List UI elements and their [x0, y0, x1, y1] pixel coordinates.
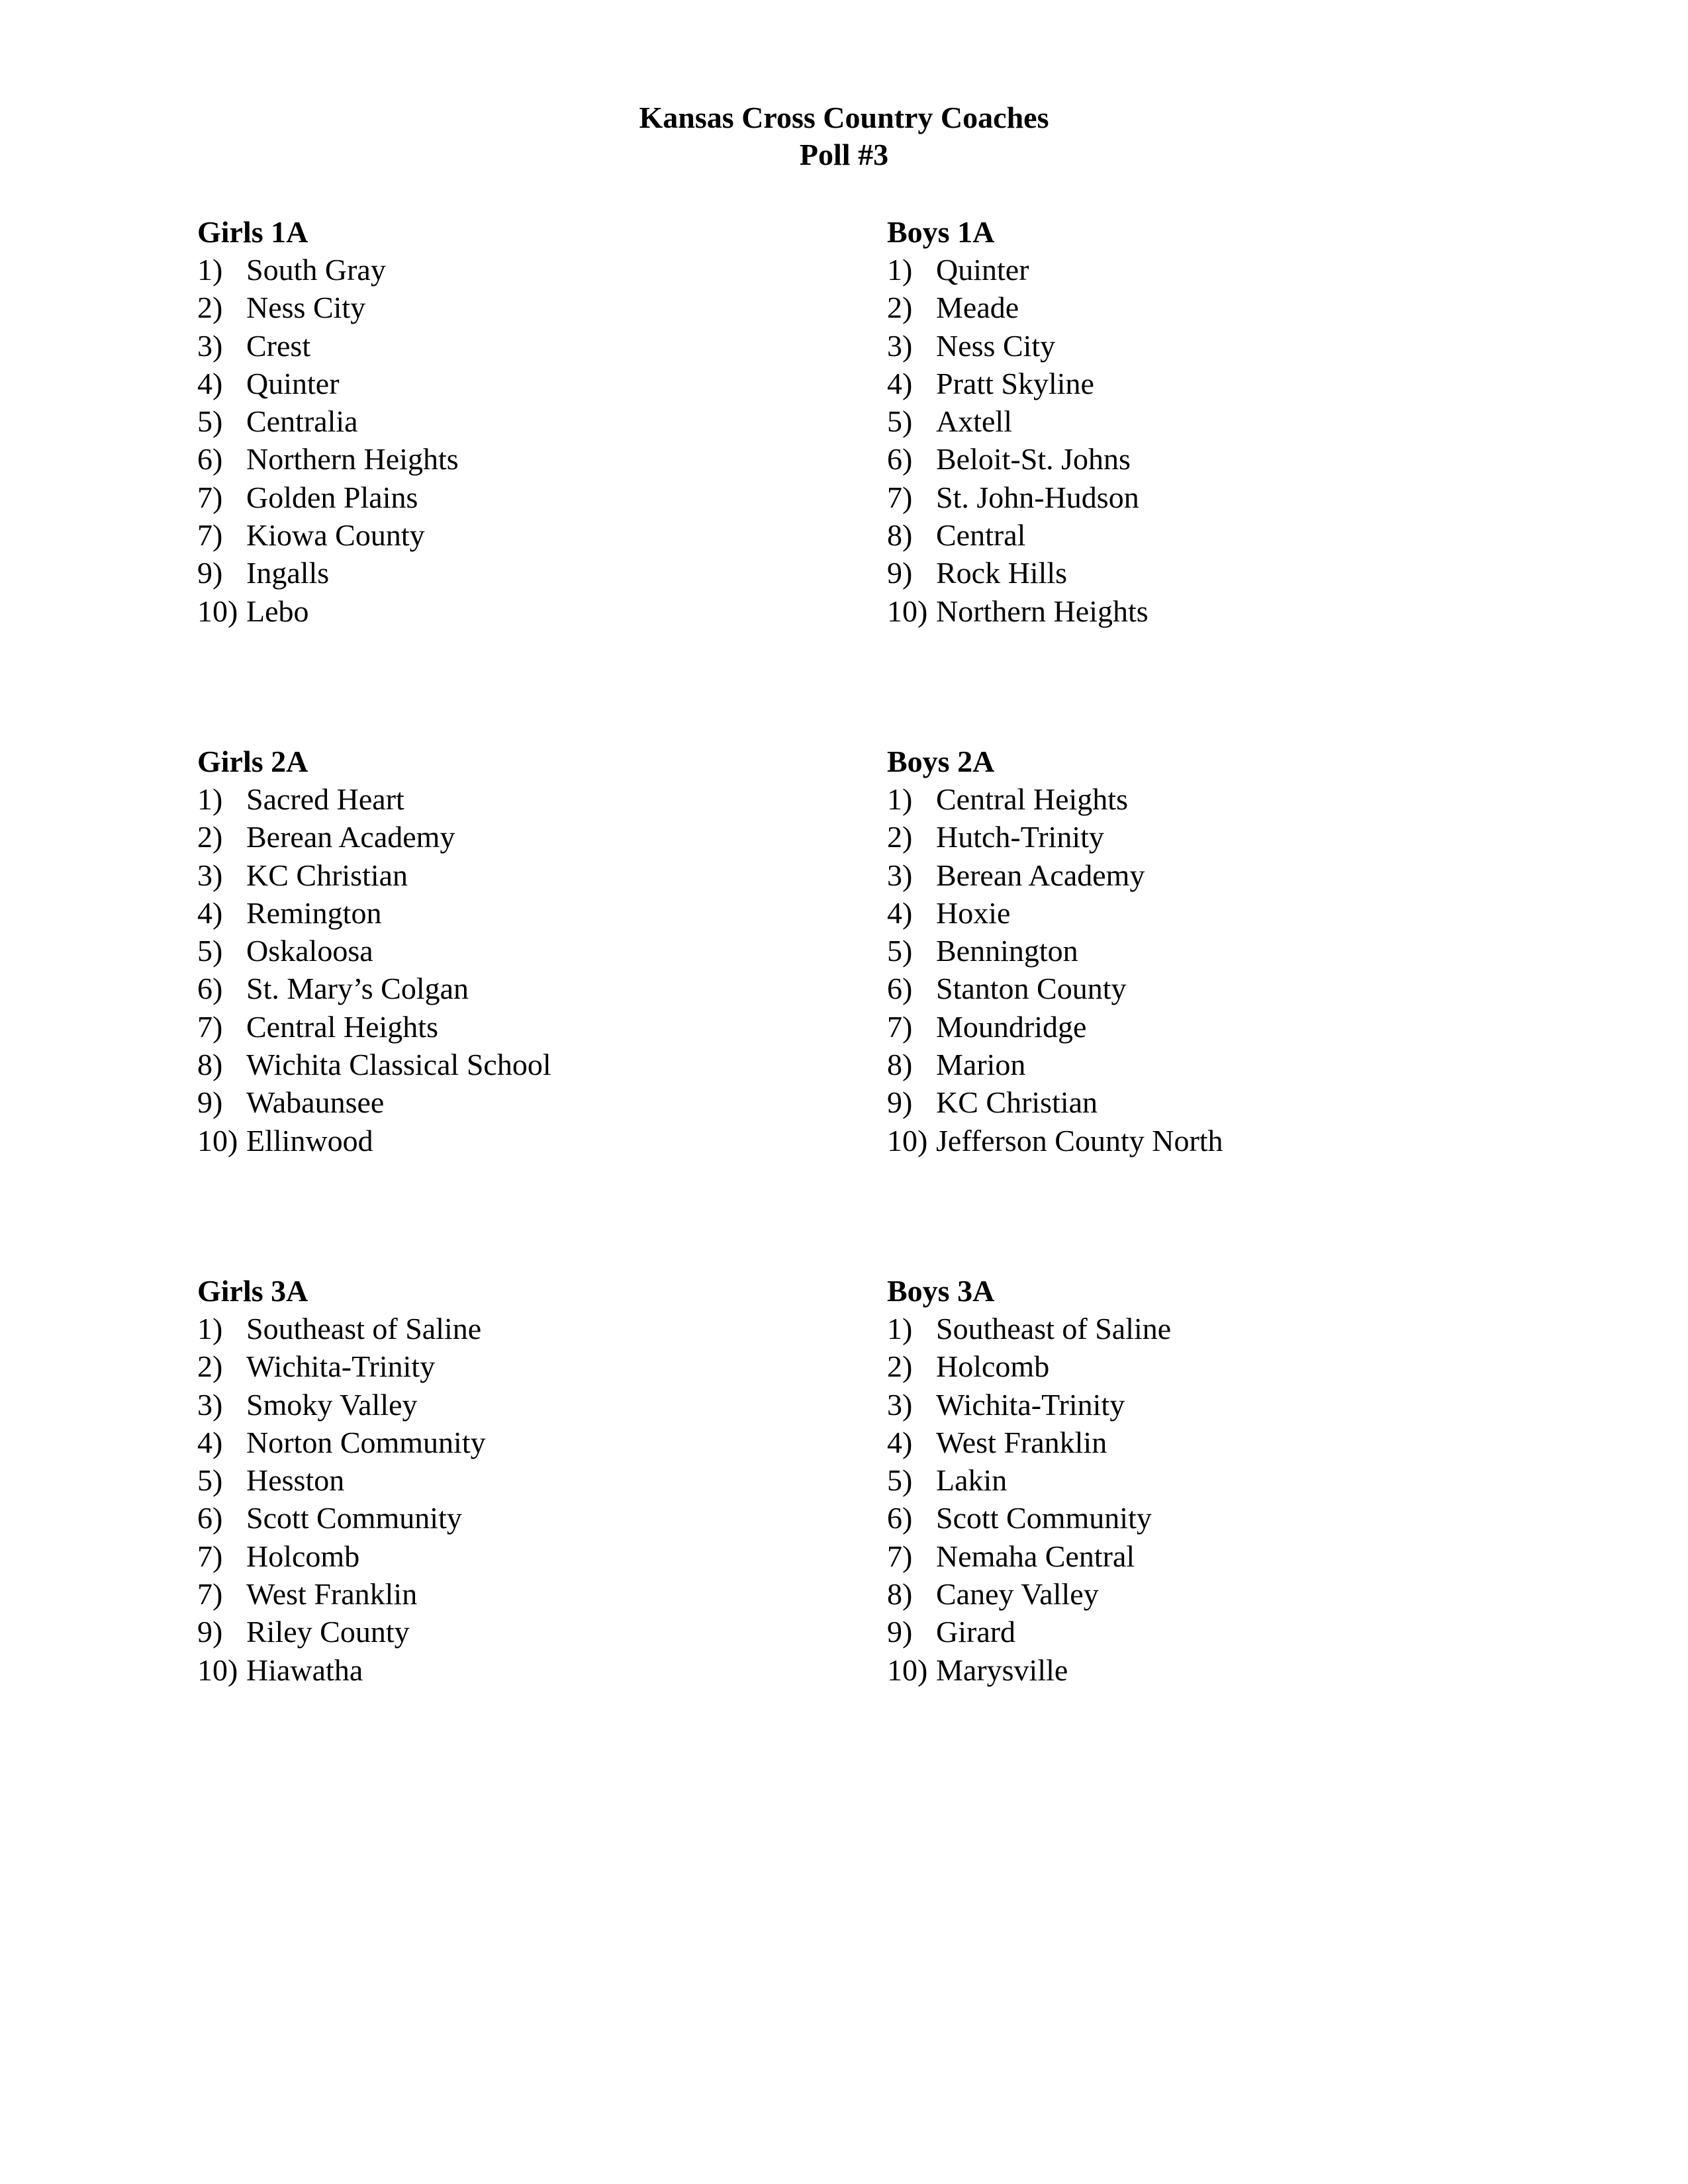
ranking-section [887, 213, 1483, 630]
team-name: Girard [936, 1615, 1016, 1649]
ranking-row [887, 1651, 1483, 1689]
ranking-row [887, 818, 1483, 856]
rank-number: 9) [197, 1085, 223, 1120]
ranking-row [197, 1083, 793, 1121]
ranking-row [197, 251, 793, 289]
ranking-row [197, 970, 793, 1007]
ranking-section [197, 213, 793, 630]
ranking-row [197, 1046, 793, 1083]
team-name: Wabaunsee [246, 1085, 385, 1120]
section-heading: Girls 1A [197, 215, 308, 249]
team-name: Hoxie [936, 895, 1011, 930]
rank-number: 10) [887, 1653, 928, 1687]
ranking-row [197, 440, 793, 478]
ranking-row [887, 289, 1483, 326]
team-name: Lebo [246, 594, 309, 628]
rank-number: 9) [887, 556, 913, 590]
ranking-row [197, 856, 793, 894]
team-name: Moundridge [936, 1009, 1087, 1044]
team-name: Caney Valley [936, 1577, 1099, 1612]
section-heading: Boys 3A [887, 1274, 995, 1308]
team-name: Quinter [936, 253, 1029, 287]
rank-number: 8) [887, 1048, 913, 1082]
team-name: Hutch-Trinity [936, 820, 1104, 854]
ranking-row [887, 1083, 1483, 1121]
team-name: Southeast of Saline [246, 1312, 482, 1345]
team-name: Remington [246, 895, 382, 930]
ranking-row [197, 1122, 793, 1160]
rank-number: 1) [887, 782, 913, 816]
team-name: Northern Heights [936, 594, 1149, 628]
ranking-row [197, 1008, 793, 1046]
rank-number: 8) [887, 1577, 913, 1612]
team-name: Pratt Skyline [936, 366, 1094, 400]
ranking-row [887, 970, 1483, 1007]
team-name: Jefferson County North [936, 1123, 1223, 1158]
ranking-row [197, 365, 793, 402]
rank-number: 2) [197, 291, 223, 325]
section-heading: Boys 1A [887, 215, 995, 249]
rank-number: 5) [197, 404, 223, 439]
rank-number: 3) [197, 858, 223, 892]
rank-number: 4) [887, 895, 913, 930]
rank-number: 1) [197, 782, 223, 816]
team-name: Berean Academy [936, 858, 1145, 892]
team-name: Rock Hills [936, 556, 1068, 590]
rank-number: 10) [197, 594, 238, 628]
team-name: Sacred Heart [246, 782, 404, 816]
rank-number: 10) [197, 1653, 238, 1687]
team-name: KC Christian [246, 858, 408, 892]
rank-number: 5) [887, 404, 913, 439]
rank-number: 9) [887, 1085, 913, 1120]
rank-number: 6) [197, 972, 223, 1006]
ranking-row [887, 251, 1483, 289]
ranking-section [197, 743, 793, 1160]
ranking-row [197, 1651, 793, 1689]
rank-number: 7) [197, 1577, 223, 1612]
rank-number: 7) [197, 518, 223, 553]
section-heading: Girls 2A [197, 745, 308, 778]
ranking-row [197, 592, 793, 630]
team-name: Kiowa County [246, 518, 425, 553]
team-name: Central Heights [246, 1009, 438, 1044]
ranking-row [887, 478, 1483, 516]
ranking-row [887, 1386, 1483, 1424]
rank-number: 9) [197, 1615, 223, 1649]
ranking-row [887, 856, 1483, 894]
ranking-section [887, 743, 1483, 1160]
ranking-row [887, 1499, 1483, 1537]
ranking-row [887, 554, 1483, 592]
ranking-row [887, 1122, 1483, 1160]
rank-number: 4) [887, 366, 913, 400]
rank-number: 2) [197, 820, 223, 854]
rank-number: 8) [887, 518, 913, 553]
team-name: West Franklin [936, 1425, 1107, 1459]
team-name: Southeast of Saline [936, 1312, 1172, 1345]
ranking-row [887, 894, 1483, 932]
rank-number: 2) [887, 820, 913, 854]
ranking-row [197, 1347, 793, 1385]
ranking-row [197, 327, 793, 365]
rank-number: 6) [197, 1501, 223, 1535]
ranking-row [887, 780, 1483, 818]
rank-number: 7) [197, 1539, 223, 1573]
ranking-row [197, 516, 793, 554]
ranking-row [197, 289, 793, 326]
rank-number: 6) [197, 442, 223, 477]
ranking-row [197, 1310, 793, 1347]
rank-number: 4) [197, 366, 223, 400]
ranking-row [197, 1575, 793, 1613]
team-name: Norton Community [246, 1425, 486, 1459]
rank-number: 2) [887, 1349, 913, 1384]
ranking-row [197, 1424, 793, 1461]
ranking-section [887, 1272, 1483, 1689]
team-name: Central Heights [936, 782, 1128, 816]
rank-number: 5) [197, 934, 223, 968]
team-name: Ness City [936, 328, 1056, 363]
rank-number: 3) [197, 328, 223, 363]
team-name: South Gray [246, 253, 386, 287]
ranking-row [197, 1537, 793, 1575]
ranking-row [887, 1046, 1483, 1083]
team-name: Wichita-Trinity [246, 1349, 436, 1384]
rank-number: 1) [887, 1312, 913, 1345]
team-name: Riley County [246, 1615, 410, 1649]
rank-number: 5) [887, 1463, 913, 1498]
rank-number: 10) [887, 1123, 928, 1158]
team-name: Ingalls [246, 556, 330, 590]
rank-number: 10) [197, 1123, 238, 1158]
ranking-row [887, 402, 1483, 440]
team-name: St. John-Hudson [936, 480, 1139, 514]
team-name: Central [936, 518, 1026, 553]
rank-number: 9) [887, 1615, 913, 1649]
rank-number: 5) [887, 934, 913, 968]
rank-number: 4) [197, 895, 223, 930]
rank-number: 3) [887, 328, 913, 363]
rank-number: 1) [887, 253, 913, 287]
rank-number: 2) [197, 1349, 223, 1384]
team-name: Bennington [936, 934, 1078, 968]
team-name: West Franklin [246, 1577, 418, 1612]
team-name: Scott Community [246, 1501, 462, 1535]
team-name: Crest [246, 328, 311, 363]
ranking-row [887, 1613, 1483, 1651]
document-subtitle: Poll #3 [799, 138, 889, 171]
team-name: Wichita-Trinity [936, 1387, 1125, 1422]
ranking-row [887, 1461, 1483, 1499]
ranking-row [197, 818, 793, 856]
team-name: Smoky Valley [246, 1387, 418, 1422]
team-name: Berean Academy [246, 820, 455, 854]
team-name: Holcomb [936, 1349, 1050, 1384]
ranking-row [887, 1008, 1483, 1046]
ranking-row [887, 932, 1483, 970]
team-name: Hesston [246, 1463, 345, 1498]
team-name: Meade [936, 291, 1019, 325]
rank-number: 4) [197, 1425, 223, 1459]
ranking-row [197, 1386, 793, 1424]
team-name: Hiawatha [246, 1653, 363, 1687]
team-name: Beloit-St. Johns [936, 442, 1131, 477]
rank-number: 2) [887, 291, 913, 325]
document-title: Kansas Cross Country Coaches [639, 101, 1049, 134]
team-name: Golden Plains [246, 480, 418, 514]
team-name: Northern Heights [246, 442, 459, 477]
rank-number: 8) [197, 1048, 223, 1082]
section-heading: Boys 2A [887, 745, 995, 778]
rank-number: 1) [197, 1312, 223, 1345]
team-name: Lakin [936, 1463, 1008, 1498]
team-name: St. Mary’s Colgan [246, 972, 469, 1006]
ranking-row [197, 1461, 793, 1499]
rank-number: 10) [887, 594, 928, 628]
rank-number: 3) [887, 1387, 913, 1422]
team-name: Ness City [246, 291, 366, 325]
ranking-row [887, 516, 1483, 554]
ranking-row [887, 1424, 1483, 1461]
team-name: Oskaloosa [246, 934, 373, 968]
rank-number: 6) [887, 442, 913, 477]
rank-number: 7) [887, 480, 913, 514]
ranking-row [887, 440, 1483, 478]
ranking-row [887, 1347, 1483, 1385]
rank-number: 4) [887, 1425, 913, 1459]
ranking-row [197, 554, 793, 592]
team-name: Axtell [936, 404, 1012, 439]
rank-number: 7) [887, 1539, 913, 1573]
rank-number: 6) [887, 1501, 913, 1535]
ranking-row [887, 1575, 1483, 1613]
team-name: Marion [936, 1048, 1026, 1082]
section-heading: Girls 3A [197, 1274, 308, 1308]
ranking-row [887, 592, 1483, 630]
ranking-row [197, 894, 793, 932]
team-name: KC Christian [936, 1085, 1098, 1120]
ranking-row [197, 1499, 793, 1537]
team-name: Ellinwood [246, 1123, 373, 1158]
rank-number: 5) [197, 1463, 223, 1498]
ranking-row [197, 1613, 793, 1651]
ranking-row [197, 780, 793, 818]
rank-number: 1) [197, 253, 223, 287]
ranking-row [887, 1310, 1483, 1347]
team-name: Nemaha Central [936, 1539, 1135, 1573]
team-name: Centralia [246, 404, 358, 439]
rank-number: 3) [887, 858, 913, 892]
ranking-row [197, 478, 793, 516]
ranking-row [197, 402, 793, 440]
rank-number: 7) [197, 1009, 223, 1044]
rank-number: 7) [197, 480, 223, 514]
rank-number: 7) [887, 1009, 913, 1044]
team-name: Scott Community [936, 1501, 1152, 1535]
rank-number: 3) [197, 1387, 223, 1422]
team-name: Holcomb [246, 1539, 360, 1573]
ranking-section [197, 1272, 793, 1689]
ranking-row [887, 327, 1483, 365]
team-name: Stanton County [936, 972, 1127, 1006]
rank-number: 6) [887, 972, 913, 1006]
ranking-row [197, 932, 793, 970]
team-name: Quinter [246, 366, 340, 400]
ranking-row [887, 1537, 1483, 1575]
ranking-row [887, 365, 1483, 402]
team-name: Wichita Classical School [246, 1048, 551, 1082]
rank-number: 9) [197, 556, 223, 590]
team-name: Marysville [936, 1653, 1068, 1687]
